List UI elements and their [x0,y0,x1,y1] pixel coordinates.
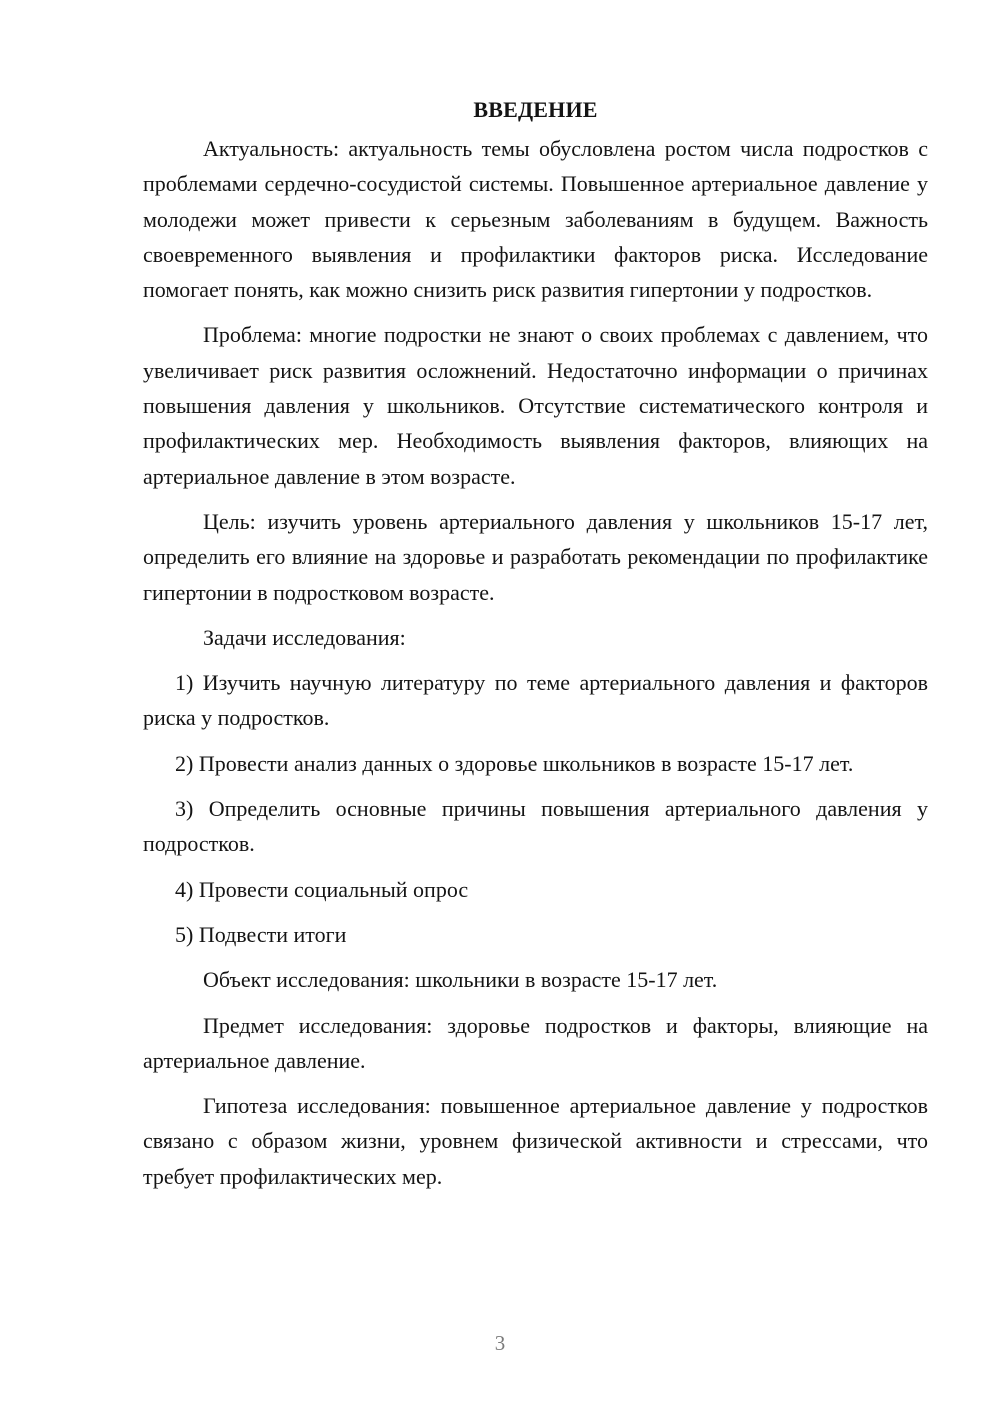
hypothesis-paragraph: Гипотеза исследования: повышенное артериальное давление у подростков связано с образом жизни, уровнем физической активности и стрессами, что требует профилактических мер. [143,1093,928,1189]
object-paragraph: Объект исследования: школьники в возрасте 15-17 лет. [203,967,718,993]
document-page [143,92,928,1194]
task-item-1: 1) Изучить научную литературу по теме артериального давления и факторов риска у подростков. [143,670,928,731]
section-title: ВВЕДЕНИЕ [473,97,598,122]
goal-paragraph: Цель: изучить уровень артериального давления у школьников 15-17 лет, определить его влияние на здоровье и разработать рекомендации по профилактике гипертонии в подростковом возрасте. [143,508,928,605]
page-number: 3 [494,1331,506,1355]
task-item-4: 4) Провести социальный опрос [175,876,469,902]
task-item-3: 3) Определить основные причины повышения артериального давления у подростков. [143,796,928,857]
task-item-5: 5) Подвести итоги [175,921,347,947]
task-item-2: 2) Провести анализ данных о здоровье школьников в возрасте 15-17 лет. [175,750,854,776]
tasks-heading: Задачи исследования: [203,624,406,650]
problem-paragraph: Проблема: многие подростки не знают о своих проблемах с давлением, что увеличивает риск развития осложнений. Недостаточно информации о причинах повышения давления у школьников. Отсутствие систематического контроля и профилактических мер. Необходимость выявления факторов, влияющих на артериальное давление в этом возрасте. [143,322,928,489]
subject-paragraph: Предмет исследования: здоровье подростков и факторы, влияющие на артериальное давление. [143,1012,928,1073]
relevance-paragraph: Актуальность: актуальность темы обусловлена ростом числа подростков с проблемами сердечно-сосудистой системы. Повышенное артериальное давление у молодежи может привести к серьезным заболеваниям в будущем. Важность своевременного выявления и профилактики факторов риска. Исследование помогает понять, как можно снизить риск развития гипертонии у подростков. [143,136,928,303]
